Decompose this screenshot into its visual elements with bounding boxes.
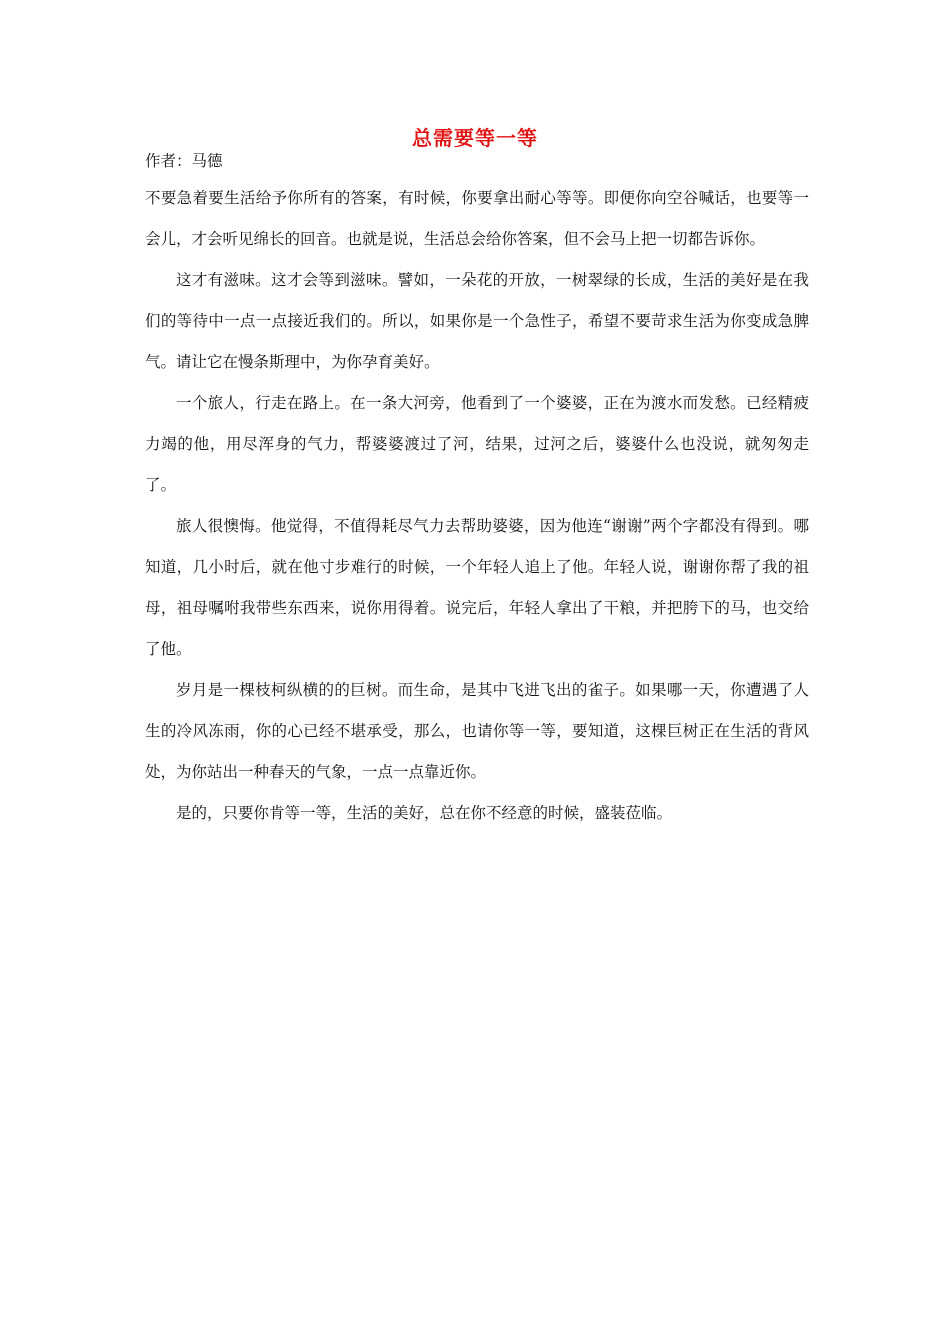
paragraph-6: 是的，只要你肯等一等，生活的美好，总在你不经意的时候，盛装莅临。 [176,804,673,822]
paragraph-2: 这才有滋味。这才会等到滋味。譬如，一朵花的开放，一树翠绿的长成，生活的美好是在我们的等待中一点一点接近我们的。所以，如果你是一个急性子，希望不要苛求生活为你变成急脾气。请让它在慢条斯理中，为你孕育美好。 [145,271,809,371]
author-line: 作者：马德 [145,152,223,170]
paragraph-1: 不要急着要生活给予你所有的答案，有时候，你要拿出耐心等等。即便你向空谷喊话，也要等一会儿，才会听见绵长的回音。也就是说，生活总会给你答案，但不会马上把一切都告诉你。 [145,189,809,248]
paragraph-4: 旅人很懊悔。他觉得，不值得耗尽气力去帮助婆婆，因为他连“谢谢”两个字都没有得到。哪知道，几小时后，就在他寸步难行的时候，一个年轻人追上了他。年轻人说，谢谢你帮了我的祖母，祖母嘱咐我带些东西来，说你用得着。说完后，年轻人拿出了干粮，并把胯下的马，也交给了他。 [145,517,809,658]
article-body [145,178,809,834]
paragraph-5: 岁月是一棵枝柯纵横的的巨树。而生命，是其中飞进飞出的雀子。如果哪一天，你遭遇了人生的冷风冻雨，你的心已经不堪承受，那么，也请你等一等，要知道，这棵巨树正在生活的背风处，为你站出一种春天的气象，一点一点靠近你。 [145,681,809,781]
paragraph-3: 一个旅人，行走在路上。在一条大河旁，他看到了一个婆婆，正在为渡水而发愁。已经精疲力竭的他，用尽浑身的气力，帮婆婆渡过了河，结果，过河之后，婆婆什么也没说，就匆匆走了。 [145,394,809,494]
document-title: 总需要等一等 [412,126,538,150]
